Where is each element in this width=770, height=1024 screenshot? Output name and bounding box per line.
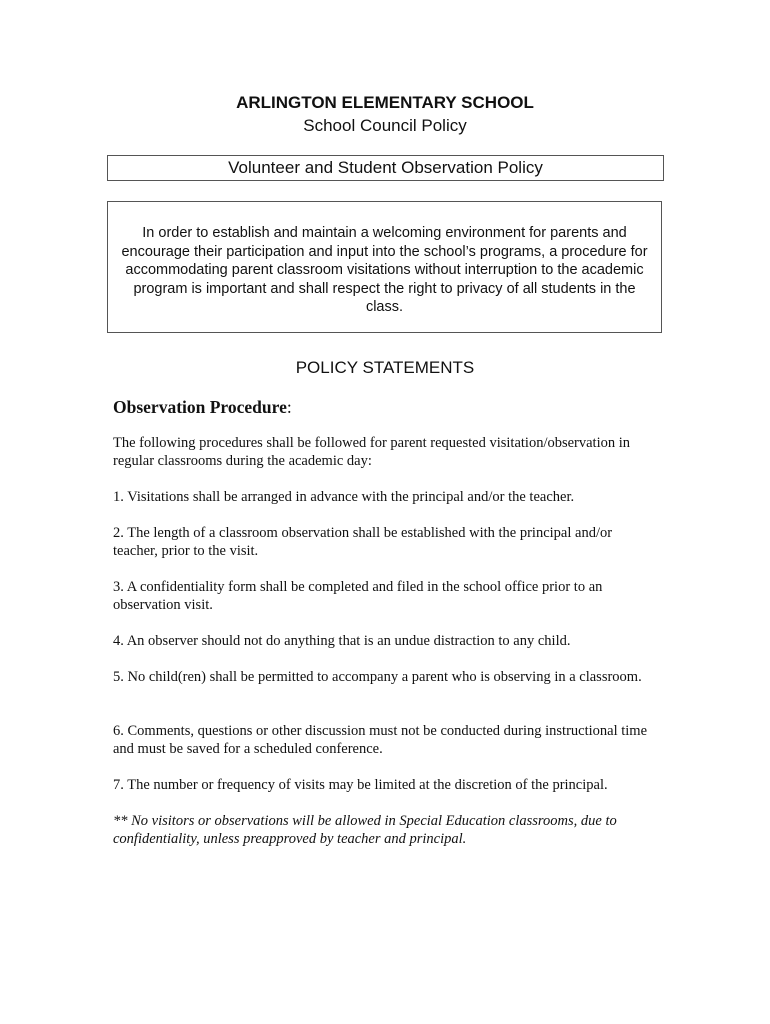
purpose-text: In order to establish and maintain a welcoming environment for parents and encourage their participation and input into the school’s programs, a procedure for accommodating parent classroom visitations without interruption to the academic program is important and shall respect the right to privacy of all students in the class. xyxy=(121,225,648,315)
procedure-heading-colon: : xyxy=(286,397,292,417)
intro-paragraph: The following procedures shall be followed for parent requested visitation/observation in regular classrooms during the academic day: xyxy=(113,435,631,469)
procedure-item: 7. The number or frequency of visits may be limited at the discretion of the principal. xyxy=(113,777,608,793)
policy-title-box xyxy=(107,155,664,181)
procedure-heading-label: Observation Procedure xyxy=(113,397,287,417)
purpose-box xyxy=(107,201,662,333)
procedure-item: 5. No child(ren) shall be permitted to accompany a parent who is observing in a classroom. xyxy=(113,669,642,685)
school-name: ARLINGTON ELEMENTARY SCHOOL xyxy=(236,93,534,112)
procedure-item: 3. A confidentiality form shall be completed and filed in the school office prior to an observation visit. xyxy=(113,579,603,613)
procedure-item: 2. The length of a classroom observation shall be established with the principal and/or teacher, prior to the visit. xyxy=(113,525,613,559)
procedure-item: 1. Visitations shall be arranged in advance with the principal and/or the teacher. xyxy=(113,489,575,505)
procedure-item: 6. Comments, questions or other discussion must not be conducted during instructional time and must be saved for a scheduled conference. xyxy=(113,723,648,757)
special-education-note: ** No visitors or observations will be allowed in Special Education classrooms, due to confidentiality, unless preapproved by teacher and principal. xyxy=(113,813,617,847)
procedure-heading xyxy=(113,396,292,418)
policy-subtitle: School Council Policy xyxy=(303,116,467,135)
policy-title: Volunteer and Student Observation Policy xyxy=(228,158,543,177)
procedure-item: 4. An observer should not do anything that is an undue distraction to any child. xyxy=(113,633,571,649)
section-heading: POLICY STATEMENTS xyxy=(295,358,475,377)
